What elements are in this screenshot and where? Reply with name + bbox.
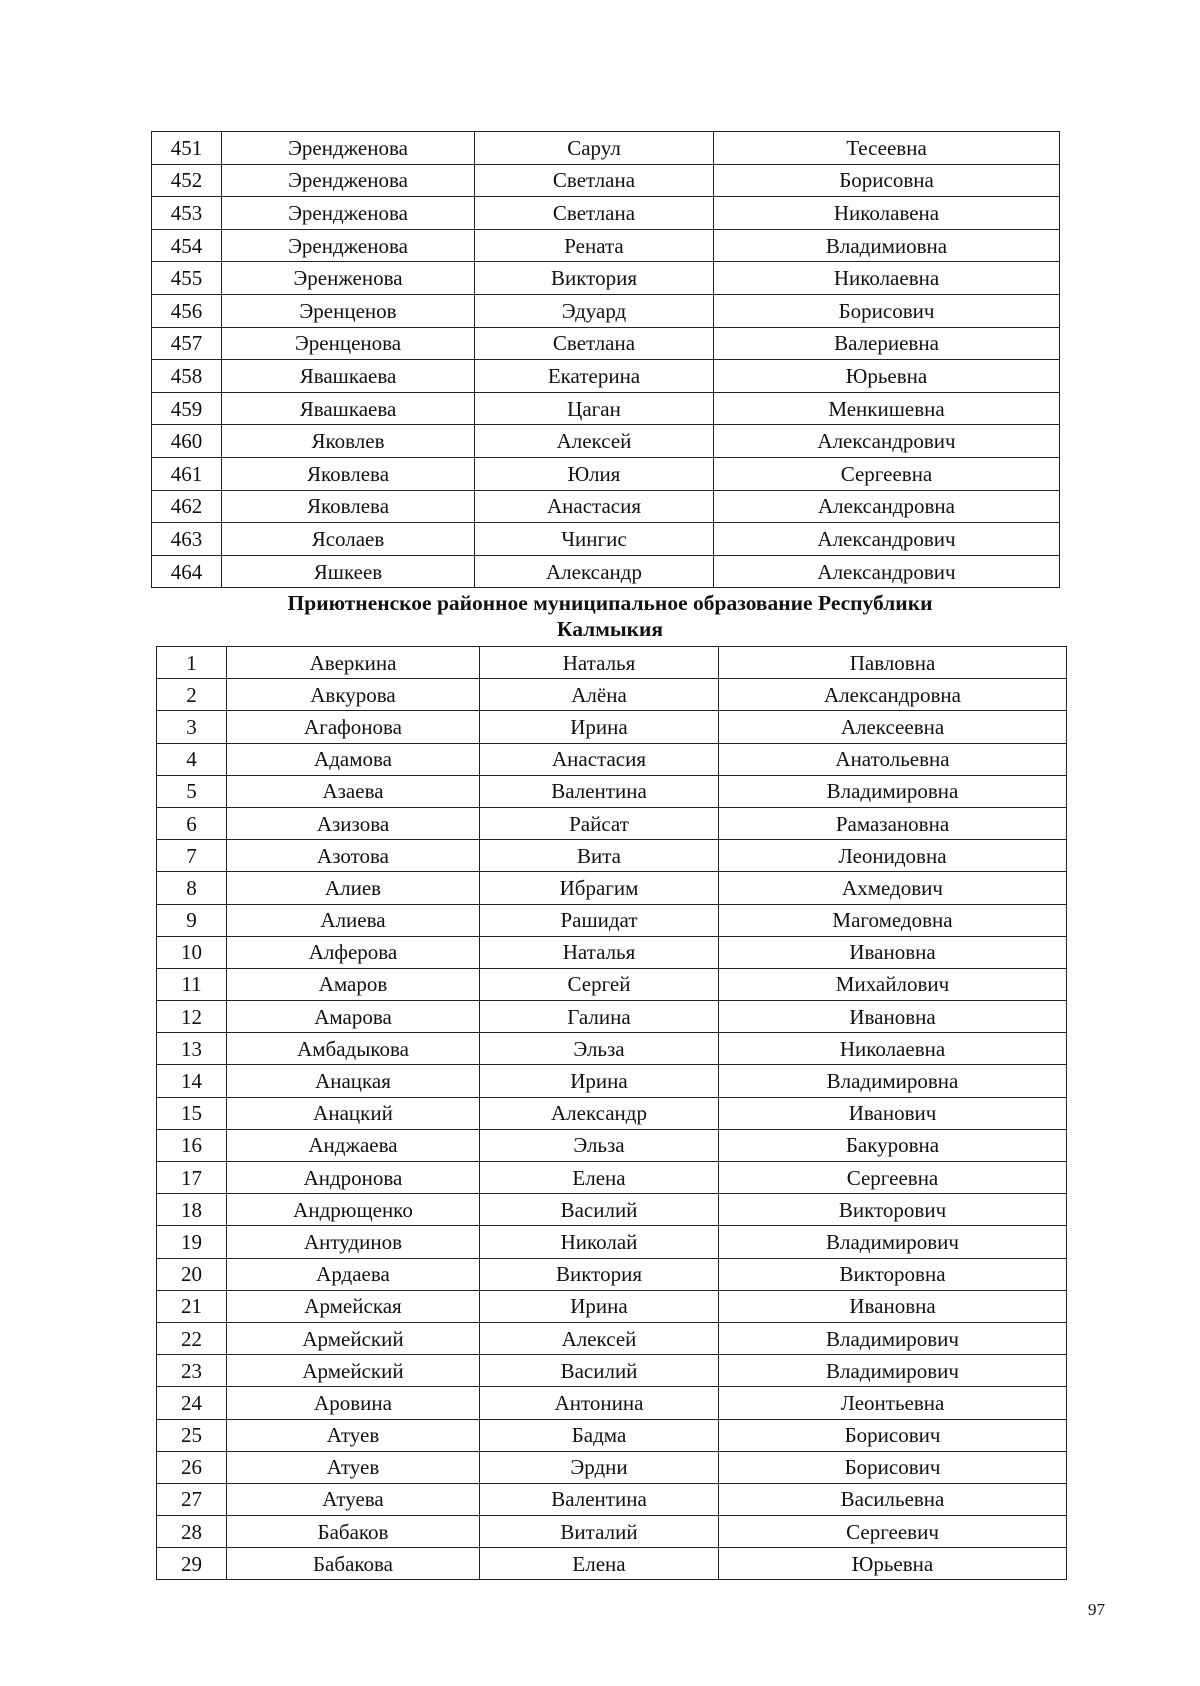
first-name-cell: Сергей	[480, 968, 719, 1000]
table-row	[157, 968, 1067, 1000]
patronymic-cell: Ивановна	[719, 1001, 1067, 1033]
row-number-cell: 453	[152, 197, 222, 230]
patronymic-cell: Васильевна	[719, 1483, 1067, 1515]
table-row	[157, 1516, 1067, 1548]
first-name-cell: Василий	[480, 1194, 719, 1226]
table-row	[152, 197, 1060, 230]
patronymic-cell: Борисович	[714, 294, 1060, 327]
first-name-cell: Наталья	[480, 936, 719, 968]
patronymic-cell: Леонидовна	[719, 840, 1067, 872]
patronymic-cell: Сергеевна	[714, 457, 1060, 490]
surname-cell: Армейская	[227, 1290, 480, 1322]
patronymic-cell: Сергеевна	[719, 1162, 1067, 1194]
row-number-cell: 456	[152, 294, 222, 327]
row-number-cell: 452	[152, 164, 222, 197]
surname-cell: Армейский	[227, 1322, 480, 1354]
row-number-cell: 460	[152, 425, 222, 458]
table-row	[157, 1001, 1067, 1033]
table-row	[157, 1097, 1067, 1129]
row-number-cell: 24	[157, 1387, 227, 1419]
first-name-cell: Виталий	[480, 1516, 719, 1548]
patronymic-cell: Магомедовна	[719, 904, 1067, 936]
surname-cell: Бабаков	[227, 1516, 480, 1548]
first-name-cell: Вита	[480, 840, 719, 872]
surname-cell: Эренценова	[222, 327, 475, 360]
patronymic-cell: Владимировна	[719, 1065, 1067, 1097]
table-row	[152, 523, 1060, 556]
first-name-cell: Эльза	[480, 1033, 719, 1065]
row-number-cell: 9	[157, 904, 227, 936]
table-row	[157, 1258, 1067, 1290]
patronymic-cell: Владимирович	[719, 1322, 1067, 1354]
row-number-cell: 462	[152, 490, 222, 523]
first-name-cell: Ибрагим	[480, 872, 719, 904]
patronymic-cell: Леонтьевна	[719, 1387, 1067, 1419]
patronymic-cell: Борисович	[719, 1419, 1067, 1451]
row-number-cell: 21	[157, 1290, 227, 1322]
table-row	[157, 1483, 1067, 1515]
first-name-cell: Алексей	[480, 1322, 719, 1354]
table-row	[157, 1129, 1067, 1161]
first-name-cell: Ирина	[480, 1290, 719, 1322]
first-name-cell: Райсат	[480, 807, 719, 839]
page-number: 97	[1088, 1600, 1105, 1619]
table-row	[157, 1162, 1067, 1194]
first-name-cell: Эдуард	[475, 294, 714, 327]
table-row	[157, 1387, 1067, 1419]
first-name-cell: Бадма	[480, 1419, 719, 1451]
row-number-cell: 463	[152, 523, 222, 556]
surname-cell: Адамова	[227, 743, 480, 775]
patronymic-cell: Ивановна	[719, 936, 1067, 968]
table-row	[152, 132, 1060, 165]
row-number-cell: 22	[157, 1322, 227, 1354]
surname-cell: Эрендженова	[222, 132, 475, 165]
table-row	[152, 392, 1060, 425]
table-row	[157, 775, 1067, 807]
row-number-cell: 5	[157, 775, 227, 807]
surname-cell: Авкурова	[227, 679, 480, 711]
patronymic-cell: Юрьевна	[714, 360, 1060, 393]
table-row	[157, 1548, 1067, 1580]
patronymic-cell: Михайлович	[719, 968, 1067, 1000]
row-number-cell: 461	[152, 457, 222, 490]
surname-cell: Атуев	[227, 1419, 480, 1451]
row-number-cell: 451	[152, 132, 222, 165]
first-name-cell: Галина	[480, 1001, 719, 1033]
first-name-cell: Рашидат	[480, 904, 719, 936]
patronymic-cell: Викторович	[719, 1194, 1067, 1226]
first-name-cell: Сарул	[475, 132, 714, 165]
first-name-cell: Антонина	[480, 1387, 719, 1419]
patronymic-cell: Иванович	[719, 1097, 1067, 1129]
row-number-cell: 28	[157, 1516, 227, 1548]
row-number-cell: 459	[152, 392, 222, 425]
first-name-cell: Светлана	[475, 164, 714, 197]
section-heading-line-2: Калмыкия	[556, 617, 664, 641]
table-row	[157, 1355, 1067, 1387]
row-number-cell: 14	[157, 1065, 227, 1097]
table-row	[157, 1194, 1067, 1226]
surname-cell: Анацкая	[227, 1065, 480, 1097]
table-row	[157, 840, 1067, 872]
first-name-cell: Юлия	[475, 457, 714, 490]
table-row	[152, 490, 1060, 523]
row-number-cell: 17	[157, 1162, 227, 1194]
first-name-cell: Алексей	[475, 425, 714, 458]
row-number-cell: 4	[157, 743, 227, 775]
surname-cell: Ардаева	[227, 1258, 480, 1290]
first-name-cell: Валентина	[480, 1483, 719, 1515]
first-name-cell: Эльза	[480, 1129, 719, 1161]
first-name-cell: Ирина	[480, 1065, 719, 1097]
patronymic-cell: Александровна	[714, 490, 1060, 523]
row-number-cell: 1	[157, 647, 227, 679]
patronymic-cell: Александрович	[714, 523, 1060, 556]
table-row	[152, 294, 1060, 327]
patronymic-cell: Рамазановна	[719, 807, 1067, 839]
table-row	[157, 1451, 1067, 1483]
first-name-cell: Елена	[480, 1548, 719, 1580]
patronymic-cell: Павловна	[719, 647, 1067, 679]
surname-cell: Эрендженова	[222, 197, 475, 230]
patronymic-cell: Борисовна	[714, 164, 1060, 197]
first-name-cell: Алёна	[480, 679, 719, 711]
table-row	[157, 1033, 1067, 1065]
surname-cell: Азотова	[227, 840, 480, 872]
surname-cell: Амаров	[227, 968, 480, 1000]
row-number-cell: 455	[152, 262, 222, 295]
table-row	[157, 743, 1067, 775]
surname-cell: Бабакова	[227, 1548, 480, 1580]
surname-cell: Эрендженова	[222, 164, 475, 197]
table-row	[157, 807, 1067, 839]
patronymic-cell: Алексеевна	[719, 711, 1067, 743]
row-number-cell: 11	[157, 968, 227, 1000]
first-name-cell: Чингис	[475, 523, 714, 556]
surname-cell: Атуев	[227, 1451, 480, 1483]
patronymic-cell: Николавена	[714, 197, 1060, 230]
patronymic-cell: Владимировна	[719, 775, 1067, 807]
section-heading-line-1: Приютненское районное муниципальное образование Республики	[287, 591, 933, 615]
table-row	[157, 711, 1067, 743]
first-name-cell: Елена	[480, 1162, 719, 1194]
surname-cell: Амбадыкова	[227, 1033, 480, 1065]
surname-cell: Явашкаева	[222, 392, 475, 425]
first-name-cell: Василий	[480, 1355, 719, 1387]
patronymic-cell: Сергеевич	[719, 1516, 1067, 1548]
first-name-cell: Наталья	[480, 647, 719, 679]
patronymic-cell: Александрович	[714, 555, 1060, 588]
row-number-cell: 29	[157, 1548, 227, 1580]
first-name-cell: Рената	[475, 229, 714, 262]
table-row	[157, 904, 1067, 936]
table-row	[152, 425, 1060, 458]
surname-cell: Анацкий	[227, 1097, 480, 1129]
surname-cell: Яковлева	[222, 457, 475, 490]
patronymic-cell: Ивановна	[719, 1290, 1067, 1322]
row-number-cell: 23	[157, 1355, 227, 1387]
row-number-cell: 27	[157, 1483, 227, 1515]
first-name-cell: Светлана	[475, 197, 714, 230]
table-row	[152, 360, 1060, 393]
row-number-cell: 7	[157, 840, 227, 872]
table-row	[157, 1065, 1067, 1097]
row-number-cell: 3	[157, 711, 227, 743]
patronymic-cell: Юрьевна	[719, 1548, 1067, 1580]
surname-cell: Азизова	[227, 807, 480, 839]
surname-cell: Агафонова	[227, 711, 480, 743]
row-number-cell: 16	[157, 1129, 227, 1161]
first-name-cell: Николай	[480, 1226, 719, 1258]
first-name-cell: Валентина	[480, 775, 719, 807]
first-name-cell: Анастасия	[475, 490, 714, 523]
row-number-cell: 8	[157, 872, 227, 904]
table-row	[152, 262, 1060, 295]
table-row	[152, 229, 1060, 262]
row-number-cell: 6	[157, 807, 227, 839]
first-name-cell: Александр	[475, 555, 714, 588]
first-name-cell: Ирина	[480, 711, 719, 743]
table-row	[157, 679, 1067, 711]
patronymic-cell: Бакуровна	[719, 1129, 1067, 1161]
surname-cell: Яшкеев	[222, 555, 475, 588]
patronymic-cell: Викторовна	[719, 1258, 1067, 1290]
row-number-cell: 13	[157, 1033, 227, 1065]
surname-cell: Эренценов	[222, 294, 475, 327]
first-name-cell: Александр	[480, 1097, 719, 1129]
patronymic-cell: Александровна	[719, 679, 1067, 711]
surname-cell: Андрющенко	[227, 1194, 480, 1226]
surname-cell: Ясолаев	[222, 523, 475, 556]
surname-cell: Амарова	[227, 1001, 480, 1033]
row-number-cell: 18	[157, 1194, 227, 1226]
patronymic-cell: Николаевна	[719, 1033, 1067, 1065]
surname-cell: Алферова	[227, 936, 480, 968]
table-row	[152, 164, 1060, 197]
names-table-priyutnenskoe	[156, 646, 1067, 1580]
patronymic-cell: Александрович	[714, 425, 1060, 458]
first-name-cell: Цаган	[475, 392, 714, 425]
surname-cell: Аверкина	[227, 647, 480, 679]
row-number-cell: 454	[152, 229, 222, 262]
patronymic-cell: Валериевна	[714, 327, 1060, 360]
table-row	[157, 1322, 1067, 1354]
patronymic-cell: Владимирович	[719, 1355, 1067, 1387]
surname-cell: Анджаева	[227, 1129, 480, 1161]
surname-cell: Армейский	[227, 1355, 480, 1387]
surname-cell: Яковлева	[222, 490, 475, 523]
patronymic-cell: Борисович	[719, 1451, 1067, 1483]
table-row	[152, 327, 1060, 360]
first-name-cell: Светлана	[475, 327, 714, 360]
surname-cell: Алиев	[227, 872, 480, 904]
patronymic-cell: Ахмедович	[719, 872, 1067, 904]
patronymic-cell: Менкишевна	[714, 392, 1060, 425]
table-row	[157, 1419, 1067, 1451]
surname-cell: Антудинов	[227, 1226, 480, 1258]
row-number-cell: 457	[152, 327, 222, 360]
row-number-cell: 26	[157, 1451, 227, 1483]
surname-cell: Эрендженова	[222, 229, 475, 262]
patronymic-cell: Николаевна	[714, 262, 1060, 295]
surname-cell: Андронова	[227, 1162, 480, 1194]
row-number-cell: 464	[152, 555, 222, 588]
surname-cell: Яковлев	[222, 425, 475, 458]
surname-cell: Аровина	[227, 1387, 480, 1419]
patronymic-cell: Владимиовна	[714, 229, 1060, 262]
row-number-cell: 12	[157, 1001, 227, 1033]
surname-cell: Явашкаева	[222, 360, 475, 393]
section-heading	[160, 590, 1060, 642]
surname-cell: Азаева	[227, 775, 480, 807]
row-number-cell: 19	[157, 1226, 227, 1258]
first-name-cell: Екатерина	[475, 360, 714, 393]
table-row	[157, 1290, 1067, 1322]
table-row	[157, 1226, 1067, 1258]
table-row	[157, 936, 1067, 968]
first-name-cell: Виктория	[480, 1258, 719, 1290]
patronymic-cell: Анатольевна	[719, 743, 1067, 775]
surname-cell: Атуева	[227, 1483, 480, 1515]
patronymic-cell: Тесеевна	[714, 132, 1060, 165]
names-table-continued	[151, 131, 1060, 588]
patronymic-cell: Владимирович	[719, 1226, 1067, 1258]
table-row	[157, 647, 1067, 679]
surname-cell: Алиева	[227, 904, 480, 936]
row-number-cell: 458	[152, 360, 222, 393]
table-row	[152, 457, 1060, 490]
table-row	[152, 555, 1060, 588]
row-number-cell: 25	[157, 1419, 227, 1451]
row-number-cell: 15	[157, 1097, 227, 1129]
row-number-cell: 10	[157, 936, 227, 968]
first-name-cell: Анастасия	[480, 743, 719, 775]
surname-cell: Эренженова	[222, 262, 475, 295]
table-row	[157, 872, 1067, 904]
row-number-cell: 2	[157, 679, 227, 711]
row-number-cell: 20	[157, 1258, 227, 1290]
first-name-cell: Виктория	[475, 262, 714, 295]
first-name-cell: Эрдни	[480, 1451, 719, 1483]
